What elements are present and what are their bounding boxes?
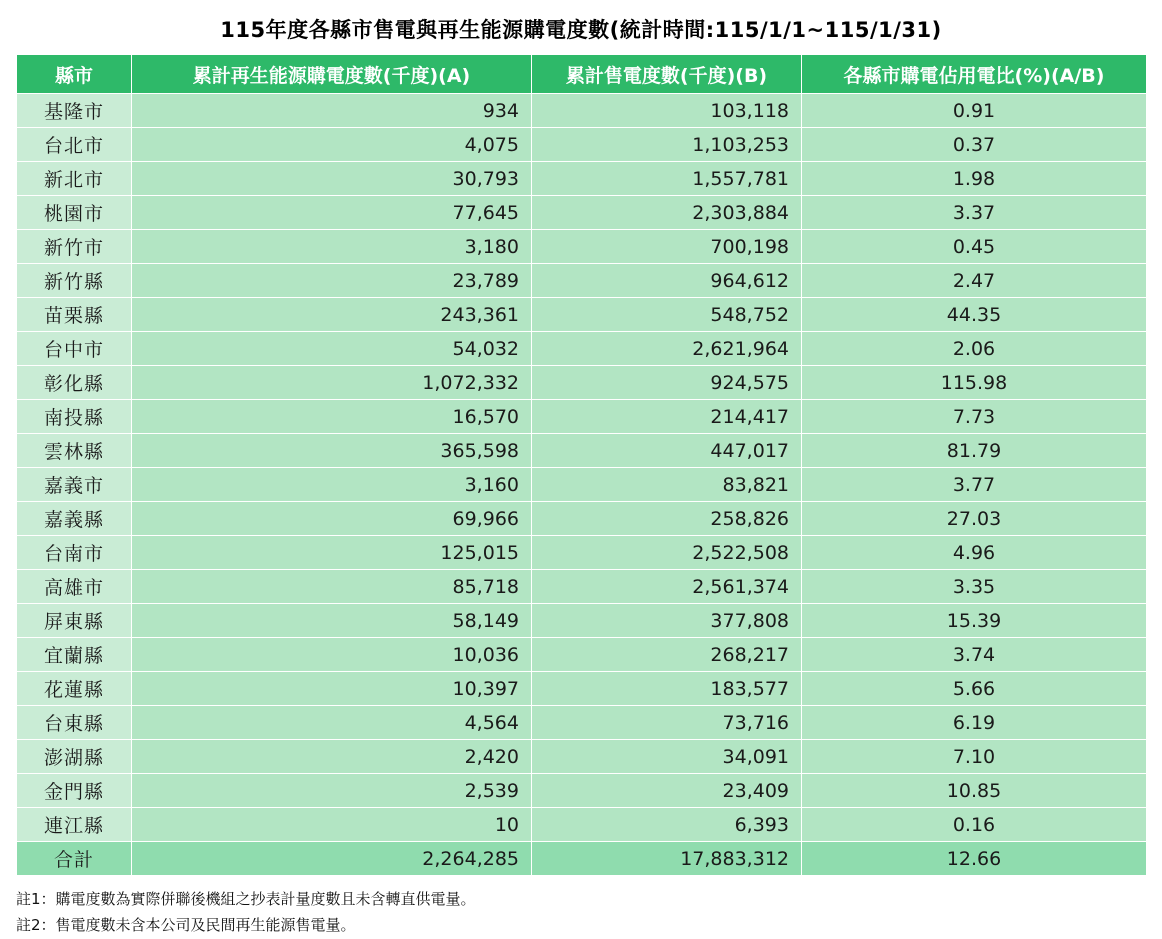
table-row — [17, 536, 1147, 570]
cell-total-label: 合計 — [17, 842, 132, 876]
table-row — [17, 332, 1147, 366]
column-header-renewable-purchase: 累計再生能源購電度數(千度)(A) — [132, 55, 532, 94]
table-row — [17, 740, 1147, 774]
cell-renewable-purchase: 125,015 — [132, 536, 532, 570]
table-row — [17, 638, 1147, 672]
cell-renewable-purchase: 1,072,332 — [132, 366, 532, 400]
table-row — [17, 604, 1147, 638]
cell-electricity-sold: 700,198 — [532, 230, 802, 264]
cell-renewable-purchase: 2,420 — [132, 740, 532, 774]
table-row — [17, 128, 1147, 162]
cell-city: 南投縣 — [17, 400, 132, 434]
cell-city: 台北市 — [17, 128, 132, 162]
cell-city: 新竹市 — [17, 230, 132, 264]
cell-renewable-purchase: 243,361 — [132, 298, 532, 332]
table-row — [17, 230, 1147, 264]
cell-ratio: 4.96 — [802, 536, 1147, 570]
table-row — [17, 706, 1147, 740]
table-row — [17, 94, 1147, 128]
cell-electricity-sold: 214,417 — [532, 400, 802, 434]
cell-city: 嘉義縣 — [17, 502, 132, 536]
cell-electricity-sold: 183,577 — [532, 672, 802, 706]
column-header-electricity-sold: 累計售電度數(千度)(B) — [532, 55, 802, 94]
cell-ratio: 27.03 — [802, 502, 1147, 536]
table-row — [17, 672, 1147, 706]
cell-city: 屏東縣 — [17, 604, 132, 638]
cell-ratio: 3.77 — [802, 468, 1147, 502]
footnote-2: 註2：售電度數未含本公司及民間再生能源售電量。 — [16, 916, 356, 935]
cell-ratio: 5.66 — [802, 672, 1147, 706]
cell-renewable-purchase: 85,718 — [132, 570, 532, 604]
footnote-1: 註1：購電度數為實際併聯後機組之抄表計量度數且未含轉直供電量。 — [16, 890, 476, 908]
cell-city: 台東縣 — [17, 706, 132, 740]
cell-city: 嘉義市 — [17, 468, 132, 502]
cell-renewable-purchase: 54,032 — [132, 332, 532, 366]
cell-ratio: 81.79 — [802, 434, 1147, 468]
cell-renewable-purchase: 4,564 — [132, 706, 532, 740]
table-row — [17, 502, 1147, 536]
cell-ratio: 0.45 — [802, 230, 1147, 264]
cell-city: 台南市 — [17, 536, 132, 570]
cell-electricity-sold: 2,522,508 — [532, 536, 802, 570]
cell-electricity-sold: 2,303,884 — [532, 196, 802, 230]
cell-electricity-sold: 83,821 — [532, 468, 802, 502]
cell-electricity-sold: 377,808 — [532, 604, 802, 638]
footnotes — [16, 886, 1146, 939]
cell-ratio: 10.85 — [802, 774, 1147, 808]
cell-renewable-purchase: 69,966 — [132, 502, 532, 536]
table-row — [17, 196, 1147, 230]
column-header-city: 縣市 — [17, 55, 132, 94]
cell-ratio: 115.98 — [802, 366, 1147, 400]
cell-electricity-sold: 258,826 — [532, 502, 802, 536]
cell-ratio: 15.39 — [802, 604, 1147, 638]
table-row — [17, 264, 1147, 298]
table-row — [17, 366, 1147, 400]
cell-total-ratio: 12.66 — [802, 842, 1147, 876]
cell-renewable-purchase: 2,539 — [132, 774, 532, 808]
table-header-row — [17, 55, 1147, 94]
cell-electricity-sold: 1,557,781 — [532, 162, 802, 196]
table-row — [17, 774, 1147, 808]
cell-city: 新北市 — [17, 162, 132, 196]
table-header — [17, 55, 1147, 94]
cell-ratio: 3.74 — [802, 638, 1147, 672]
table-row — [17, 570, 1147, 604]
column-header-ratio: 各縣市購電佔用電比(%)(A/B) — [802, 55, 1147, 94]
cell-ratio: 6.19 — [802, 706, 1147, 740]
table-body — [17, 94, 1147, 876]
cell-renewable-purchase: 10 — [132, 808, 532, 842]
cell-ratio: 2.06 — [802, 332, 1147, 366]
cell-electricity-sold: 2,561,374 — [532, 570, 802, 604]
cell-ratio: 1.98 — [802, 162, 1147, 196]
table-row — [17, 434, 1147, 468]
cell-electricity-sold: 1,103,253 — [532, 128, 802, 162]
cell-city: 宜蘭縣 — [17, 638, 132, 672]
cell-renewable-purchase: 16,570 — [132, 400, 532, 434]
cell-electricity-sold: 447,017 — [532, 434, 802, 468]
cell-electricity-sold: 548,752 — [532, 298, 802, 332]
cell-electricity-sold: 2,621,964 — [532, 332, 802, 366]
cell-renewable-purchase: 4,075 — [132, 128, 532, 162]
cell-city: 基隆市 — [17, 94, 132, 128]
cell-electricity-sold: 103,118 — [532, 94, 802, 128]
cell-electricity-sold: 268,217 — [532, 638, 802, 672]
table-row — [17, 162, 1147, 196]
cell-ratio: 0.16 — [802, 808, 1147, 842]
cell-renewable-purchase: 58,149 — [132, 604, 532, 638]
table-row — [17, 808, 1147, 842]
cell-city: 桃園市 — [17, 196, 132, 230]
cell-renewable-purchase: 30,793 — [132, 162, 532, 196]
cell-renewable-purchase: 365,598 — [132, 434, 532, 468]
table-row — [17, 298, 1147, 332]
cell-renewable-purchase: 10,036 — [132, 638, 532, 672]
table-row — [17, 400, 1147, 434]
cell-electricity-sold: 924,575 — [532, 366, 802, 400]
cell-electricity-sold: 73,716 — [532, 706, 802, 740]
cell-city: 花蓮縣 — [17, 672, 132, 706]
table-total-row — [17, 842, 1147, 876]
county-power-table — [16, 54, 1147, 876]
cell-total-renewable-purchase: 2,264,285 — [132, 842, 532, 876]
cell-city: 連江縣 — [17, 808, 132, 842]
table-row — [17, 468, 1147, 502]
cell-city: 金門縣 — [17, 774, 132, 808]
page-title: 115年度各縣市售電與再生能源購電度數(統計時間:115/1/1~115/1/31) — [220, 18, 942, 42]
cell-electricity-sold: 6,393 — [532, 808, 802, 842]
cell-renewable-purchase: 3,180 — [132, 230, 532, 264]
cell-total-electricity-sold: 17,883,312 — [532, 842, 802, 876]
cell-renewable-purchase: 3,160 — [132, 468, 532, 502]
cell-renewable-purchase: 77,645 — [132, 196, 532, 230]
cell-electricity-sold: 34,091 — [532, 740, 802, 774]
cell-ratio: 3.35 — [802, 570, 1147, 604]
cell-renewable-purchase: 10,397 — [132, 672, 532, 706]
cell-city: 高雄市 — [17, 570, 132, 604]
cell-renewable-purchase: 934 — [132, 94, 532, 128]
cell-electricity-sold: 964,612 — [532, 264, 802, 298]
cell-city: 雲林縣 — [17, 434, 132, 468]
cell-city: 彰化縣 — [17, 366, 132, 400]
cell-city: 台中市 — [17, 332, 132, 366]
cell-city: 新竹縣 — [17, 264, 132, 298]
cell-ratio: 0.91 — [802, 94, 1147, 128]
cell-ratio: 0.37 — [802, 128, 1147, 162]
cell-city: 苗栗縣 — [17, 298, 132, 332]
cell-ratio: 3.37 — [802, 196, 1147, 230]
cell-electricity-sold: 23,409 — [532, 774, 802, 808]
cell-ratio: 7.73 — [802, 400, 1147, 434]
cell-city: 澎湖縣 — [17, 740, 132, 774]
cell-renewable-purchase: 23,789 — [132, 264, 532, 298]
cell-ratio: 2.47 — [802, 264, 1147, 298]
cell-ratio: 7.10 — [802, 740, 1147, 774]
cell-ratio: 44.35 — [802, 298, 1147, 332]
